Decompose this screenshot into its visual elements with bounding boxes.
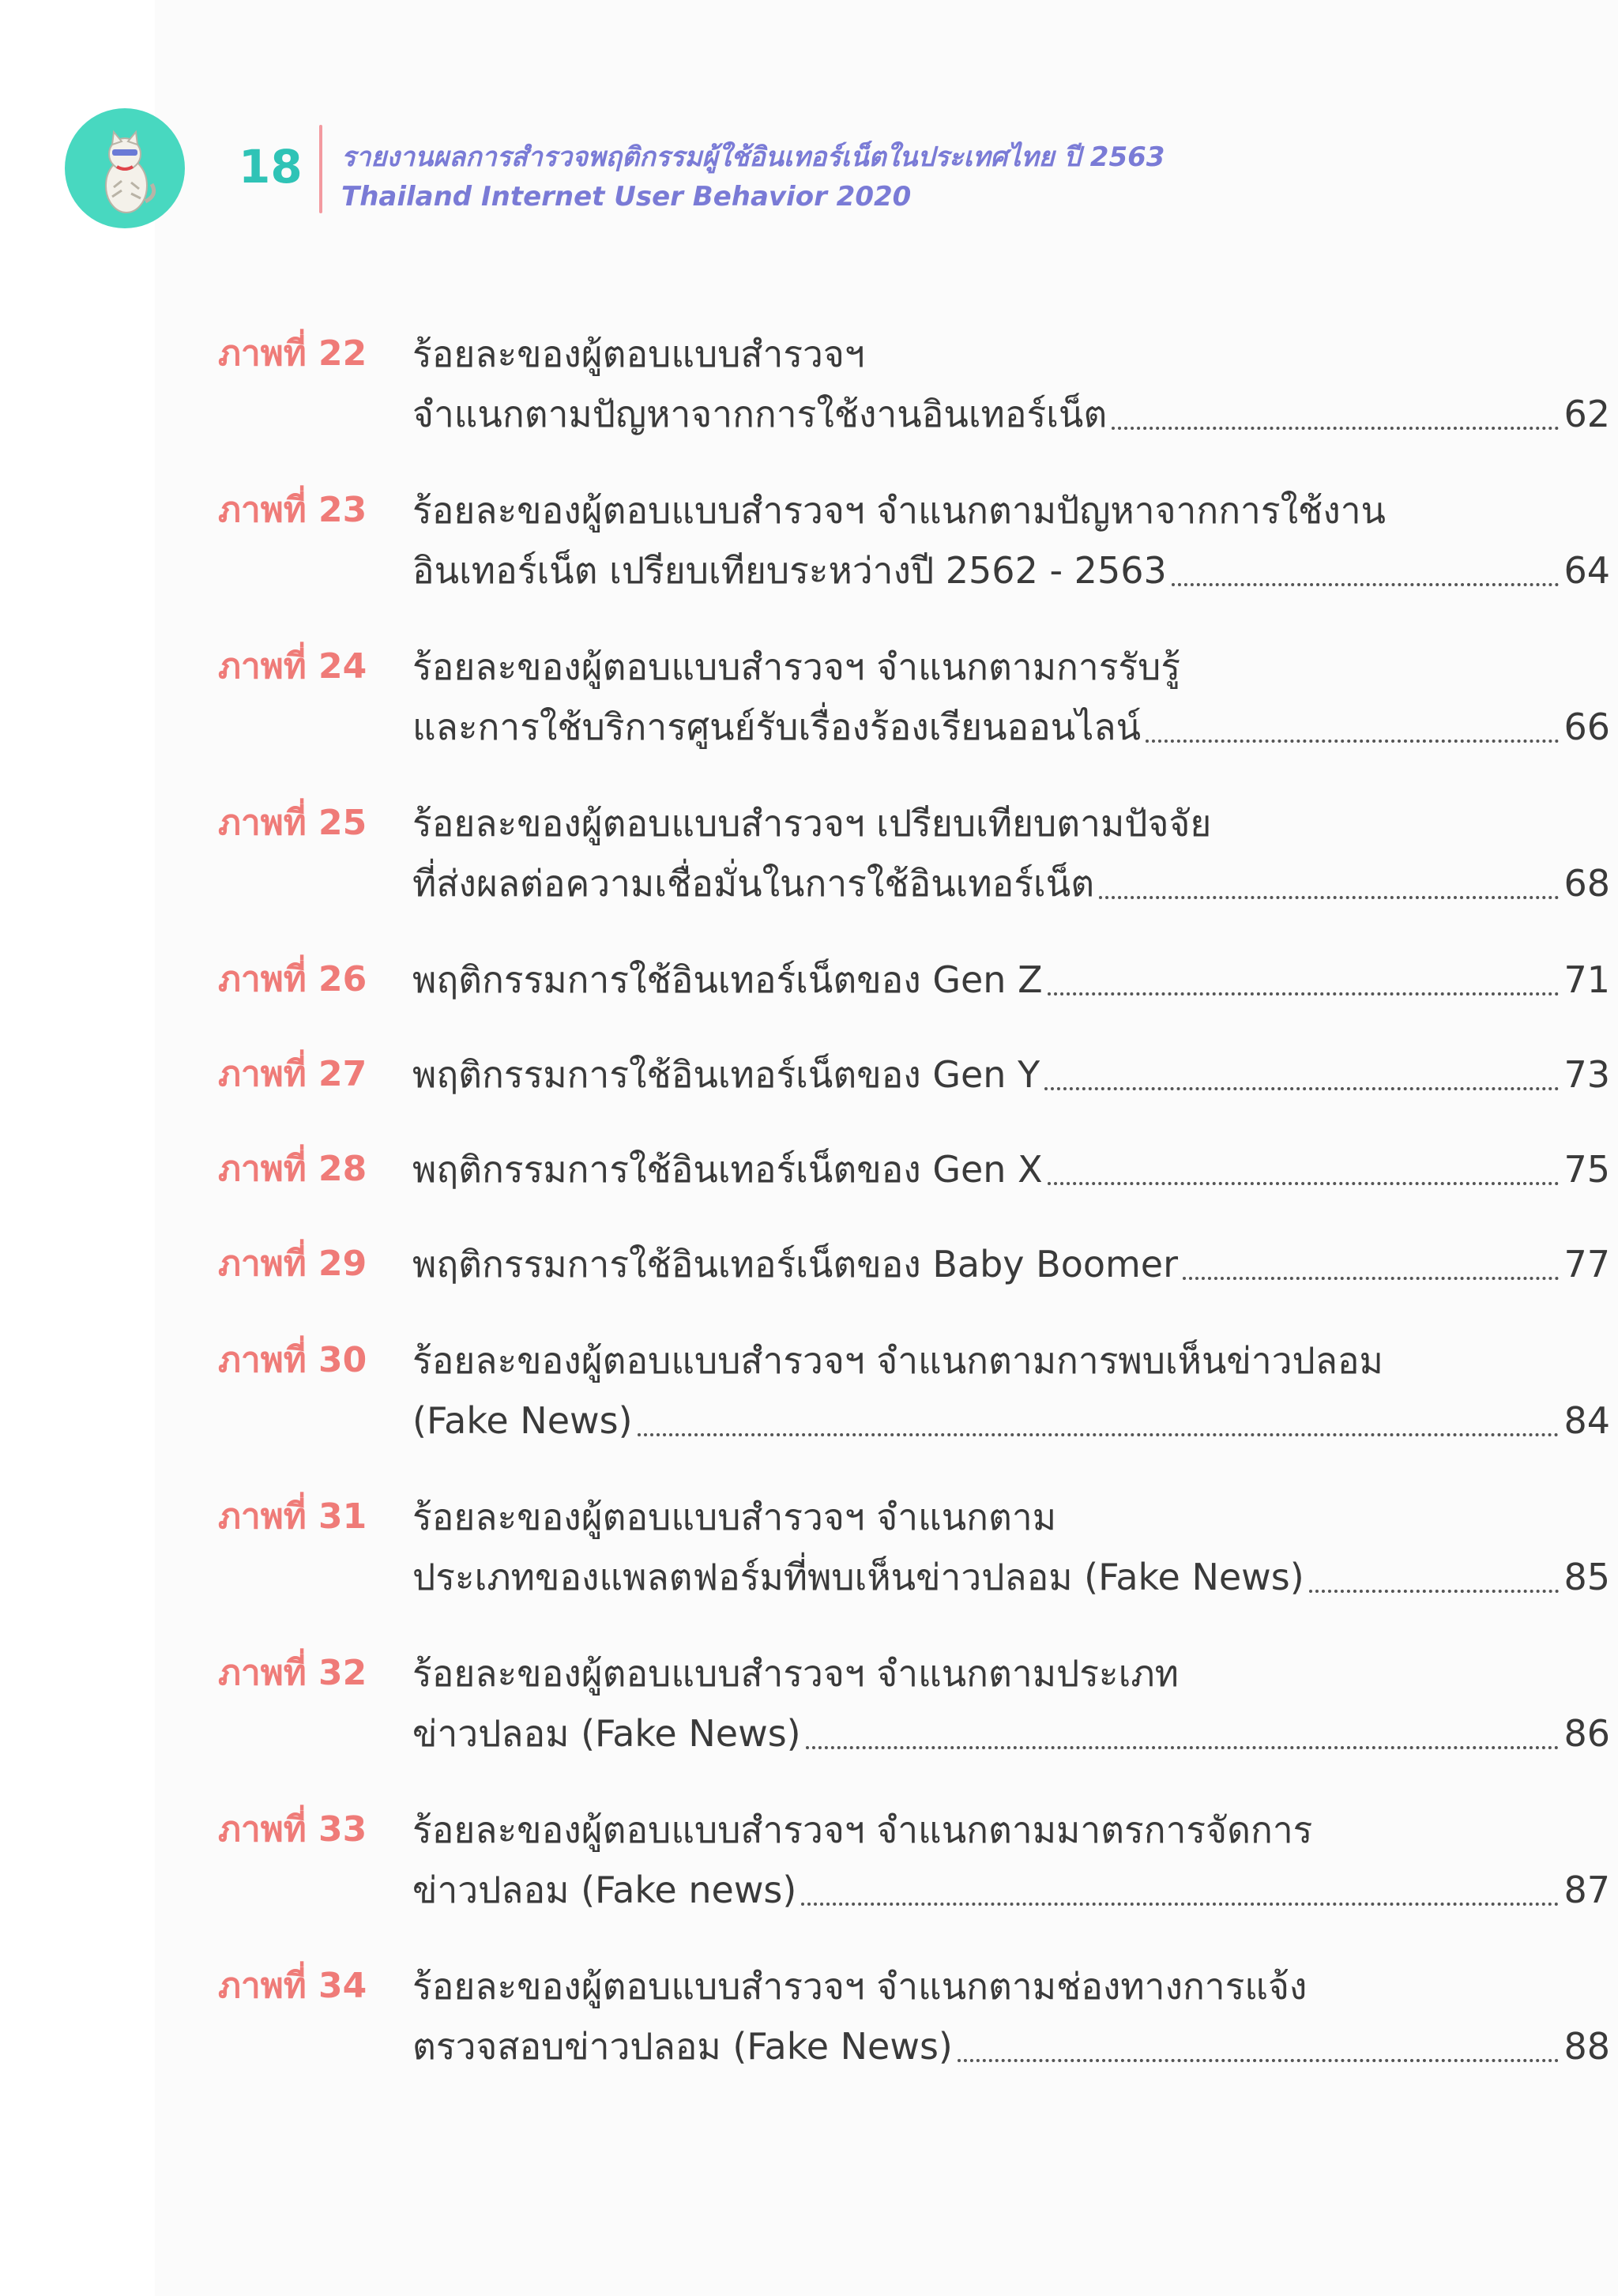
entry-title-line2: ตรวจสอบข่าวปลอม (Fake News) xyxy=(412,2025,953,2068)
entry-title-line1: ร้อยละของผู้ตอบแบบสำรวจฯ เปรียบเทียบตามปัจจัย xyxy=(412,802,1212,845)
report-title-english: Thailand Internet User Behavior 2020 xyxy=(341,181,912,213)
entry-title-line1: พฤติกรรมการใช้อินเทอร์เน็ตของ Gen X xyxy=(412,1148,1043,1191)
entry-title-line1: ร้อยละของผู้ตอบแบบสำรวจฯ จำแนกตาม xyxy=(412,1496,1057,1538)
entry-title-line1: ร้อยละของผู้ตอบแบบสำรวจฯ จำแนกตามประเภท xyxy=(412,1652,1179,1695)
page-ref: 84 xyxy=(1563,1399,1610,1442)
page-ref: 75 xyxy=(1563,1148,1610,1191)
dot-leader xyxy=(638,1433,1560,1436)
page-ref: 86 xyxy=(1563,1712,1610,1755)
dot-leader xyxy=(1099,896,1559,899)
figure-label: ภาพที่ 24 xyxy=(218,646,367,687)
entry-title-line1: พฤติกรรมการใช้อินเทอร์เน็ตของ Gen Z xyxy=(412,958,1043,1001)
figure-label: ภาพที่ 23 xyxy=(218,490,367,530)
figure-label: ภาพที่ 26 xyxy=(218,959,367,999)
figure-label: ภาพที่ 29 xyxy=(218,1244,367,1284)
figure-label: ภาพที่ 32 xyxy=(218,1653,367,1693)
figure-label: ภาพที่ 28 xyxy=(218,1149,367,1189)
entry-title-line1: ร้อยละของผู้ตอบแบบสำรวจฯ จำแนกตามมาตรการจัดการ xyxy=(412,1809,1313,1851)
figure-label: ภาพที่ 25 xyxy=(218,803,367,843)
page-ref: 85 xyxy=(1563,1556,1610,1598)
entry-title-line2: (Fake News) xyxy=(412,1399,633,1442)
dot-leader xyxy=(1112,427,1559,430)
figure-label: ภาพที่ 30 xyxy=(218,1340,367,1380)
page-ref: 62 xyxy=(1563,393,1610,435)
entry-title-line1: ร้อยละของผู้ตอบแบบสำรวจฯ จำแนกตามปัญหาจากการใช้งาน xyxy=(412,489,1387,532)
figure-label: ภาพที่ 31 xyxy=(218,1496,367,1537)
figure-label: ภาพที่ 33 xyxy=(218,1809,367,1850)
entry-title-line2: ประเภทของแพลตฟอร์มที่พบเห็นข่าวปลอม (Fake News) xyxy=(412,1556,1304,1598)
dot-leader xyxy=(958,2059,1560,2062)
entry-title-line2: ที่ส่งผลต่อความเชื่อมั่นในการใช้อินเทอร์เน็ต xyxy=(412,862,1095,905)
entry-title-line1: ร้อยละของผู้ตอบแบบสำรวจฯ xyxy=(412,333,865,375)
page-ref: 87 xyxy=(1563,1869,1610,1911)
entry-title-line1: พฤติกรรมการใช้อินเทอร์เน็ตของ Baby Boomer xyxy=(412,1243,1179,1285)
page-number: 18 xyxy=(239,140,303,194)
entry-title-line2: และการใช้บริการศูนย์รับเรื่องร้องเรียนออนไลน์ xyxy=(412,706,1142,748)
figure-label: ภาพที่ 27 xyxy=(218,1054,367,1094)
page-ref: 88 xyxy=(1563,2025,1610,2068)
dot-leader xyxy=(1309,1590,1560,1593)
dot-leader xyxy=(1172,583,1560,586)
dot-leader xyxy=(806,1746,1560,1749)
dot-leader xyxy=(801,1903,1559,1906)
dot-leader xyxy=(1048,1182,1560,1185)
entry-title-line2: ข่าวปลอม (Fake News) xyxy=(412,1712,801,1755)
entry-title-line1: ร้อยละของผู้ตอบแบบสำรวจฯ จำแนกตามช่องทางการแจ้ง xyxy=(412,1965,1308,2008)
page-ref: 73 xyxy=(1563,1053,1610,1096)
entry-title-line1: ร้อยละของผู้ตอบแบบสำรวจฯ จำแนกตามการรับรู้ xyxy=(412,646,1181,688)
page-ref: 68 xyxy=(1563,862,1610,905)
figure-label: ภาพที่ 22 xyxy=(218,333,367,374)
report-title-thai: รายงานผลการสำรวจพฤติกรรมผู้ใช้อินเทอร์เน็ตในประเทศไทย ปี 2563 xyxy=(341,141,1165,173)
figure-label: ภาพที่ 34 xyxy=(218,1966,367,2006)
page-ref: 66 xyxy=(1563,706,1610,748)
page-ref: 77 xyxy=(1563,1243,1610,1285)
dot-leader xyxy=(1048,992,1560,996)
entry-title-line2: จำแนกตามปัญหาจากการใช้งานอินเทอร์เน็ต xyxy=(412,393,1108,435)
dot-leader xyxy=(1044,1087,1559,1090)
entry-title-line1: ร้อยละของผู้ตอบแบบสำรวจฯ จำแนกตามการพบเห็นข่าวปลอม xyxy=(412,1339,1383,1382)
entry-title-line2: ข่าวปลอม (Fake news) xyxy=(412,1869,797,1911)
page-ref: 71 xyxy=(1563,958,1610,1001)
dot-leader xyxy=(1183,1277,1559,1280)
dot-leader xyxy=(1146,740,1559,743)
page-ref: 64 xyxy=(1563,549,1610,592)
entry-title-line1: พฤติกรรมการใช้อินเทอร์เน็ตของ Gen Y xyxy=(412,1053,1040,1096)
entry-title-line2: อินเทอร์เน็ต เปรียบเทียบระหว่างปี 2562 - 2563 xyxy=(412,549,1167,592)
